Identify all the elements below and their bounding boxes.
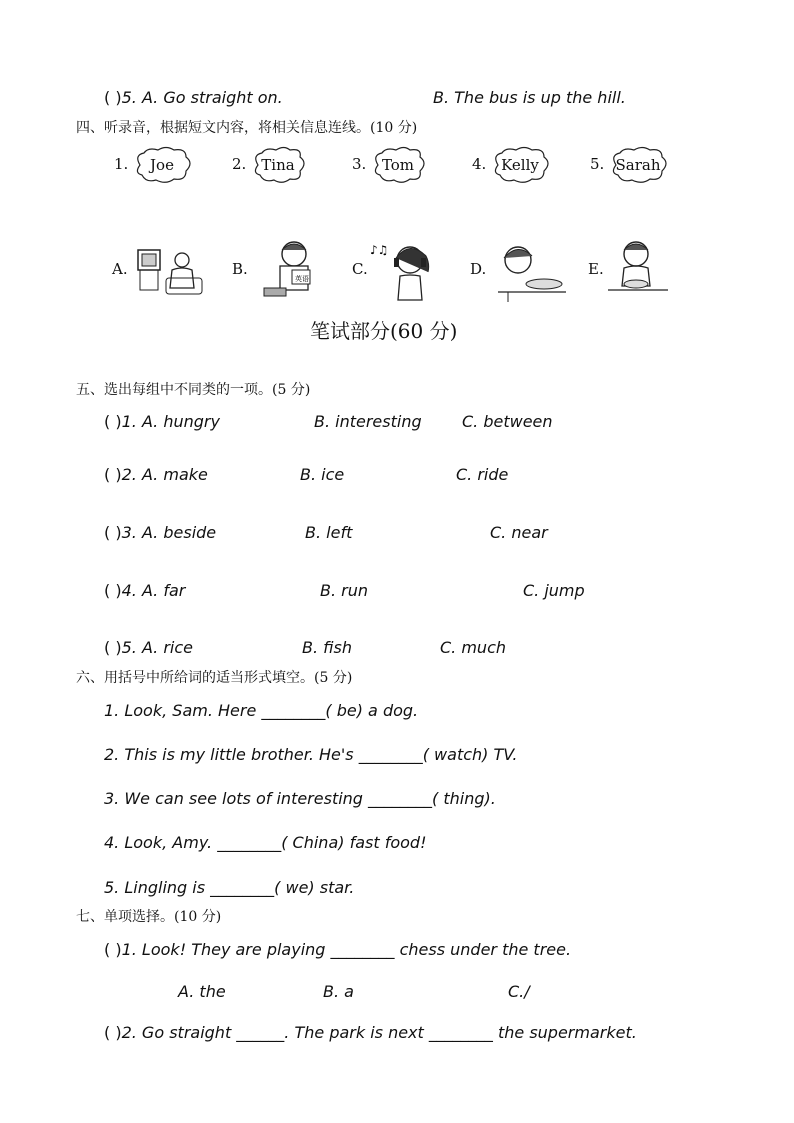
s5-item-3-b: B. left: [305, 523, 353, 542]
answer-paren[interactable]: ( ): [104, 465, 122, 484]
answer-paren[interactable]: ( ): [104, 638, 122, 657]
picture-a: A.: [112, 238, 212, 304]
q4-item-5-option-b: B. The bus is up the hill.: [433, 88, 626, 107]
fill-blank[interactable]: ________: [217, 833, 282, 852]
answer-paren[interactable]: ( ): [104, 523, 122, 542]
s7-item-1-b: B. a: [323, 982, 354, 1001]
name-label: Sarah: [615, 156, 661, 174]
s7-item-1-a: A. the: [178, 982, 226, 1001]
written-part-title: 笔试部分(60 分): [310, 319, 458, 343]
s5-item-3-c: C. near: [490, 523, 548, 542]
picture-b: B. 英语: [232, 238, 332, 304]
answer-paren[interactable]: ( ): [104, 88, 122, 107]
s7-item-2: ( )2. Go straight ______. The park is next ________ the supermarket.: [104, 1023, 637, 1042]
s5-item-1-c: C. between: [462, 412, 553, 431]
tv-watching-icon: [136, 238, 212, 300]
svg-text:英语: 英语: [295, 275, 309, 283]
s5-item-4-c: C. jump: [523, 581, 585, 600]
fill-blank[interactable]: ________: [368, 789, 433, 808]
section-6-heading: 六、用括号中所给词的适当形式填空。(5 分): [76, 670, 353, 686]
picture-d: D.: [470, 238, 570, 304]
name-clouds-row: 1. Joe 2. Tina 3. Tom 4. Kelly 5. Sarah: [110, 145, 670, 187]
s5-item-5: ( )5. A. rice: [104, 638, 194, 657]
svg-text:♪♫: ♪♫: [370, 243, 389, 257]
name-label: Tina: [261, 156, 295, 174]
s5-item-4: ( )4. A. far: [104, 581, 186, 600]
fill-blank[interactable]: ________: [210, 878, 275, 897]
section-7-heading: 七、单项选择。(10 分): [76, 909, 222, 925]
s6-item-4: 4. Look, Amy. ________( China) fast food!: [104, 833, 427, 852]
child-eating-icon: [606, 238, 672, 304]
girl-music-icon: [370, 238, 450, 304]
section-4-heading: 四、听录音，根据短文内容，将相关信息连线。(10 分): [76, 120, 418, 136]
s5-item-3: ( )3. A. beside: [104, 523, 217, 542]
s6-item-3: 3. We can see lots of interesting ________( thing).: [104, 789, 496, 808]
name-label: Kelly: [501, 156, 539, 174]
s5-item-1: ( )1. A. hungry: [104, 412, 220, 431]
s5-item-1-b: B. interesting: [314, 412, 422, 431]
s7-item-1: ( )1. Look! They are playing ________ chess under the tree.: [104, 940, 572, 959]
section-5-heading: 五、选出每组中不同类的一项。(5 分): [76, 382, 311, 398]
q4-item-5: ( )5. A. Go straight on.: [104, 88, 283, 107]
s5-item-5-b: B. fish: [302, 638, 352, 657]
s5-item-2-b: B. ice: [300, 465, 345, 484]
name-label: Joe: [150, 156, 174, 174]
s7-item-1-c: C./: [508, 982, 530, 1001]
answer-paren[interactable]: ( ): [104, 1023, 122, 1042]
s5-item-5-c: C. much: [440, 638, 507, 657]
answer-paren[interactable]: ( ): [104, 940, 122, 959]
answer-paren[interactable]: ( ): [104, 412, 122, 431]
fill-blank[interactable]: ________: [261, 701, 326, 720]
answer-paren[interactable]: ( ): [104, 581, 122, 600]
s6-item-1: 1. Look, Sam. Here ________( be) a dog.: [104, 701, 419, 720]
girl-eating-icon: [488, 238, 568, 304]
s5-item-4-b: B. run: [320, 581, 369, 600]
s6-item-5: 5. Lingling is ________( we) star.: [104, 878, 355, 897]
picture-c: C. ♪♫: [352, 238, 452, 304]
boy-reading-icon: [254, 238, 334, 304]
picture-e: E.: [588, 238, 688, 304]
fill-blank[interactable]: ________: [358, 745, 423, 764]
s5-item-2: ( )2. A. make: [104, 465, 208, 484]
s6-item-2: 2. This is my little brother. He's ________( watch) TV.: [104, 745, 518, 764]
name-label: Tom: [381, 156, 415, 174]
s5-item-2-c: C. ride: [456, 465, 509, 484]
